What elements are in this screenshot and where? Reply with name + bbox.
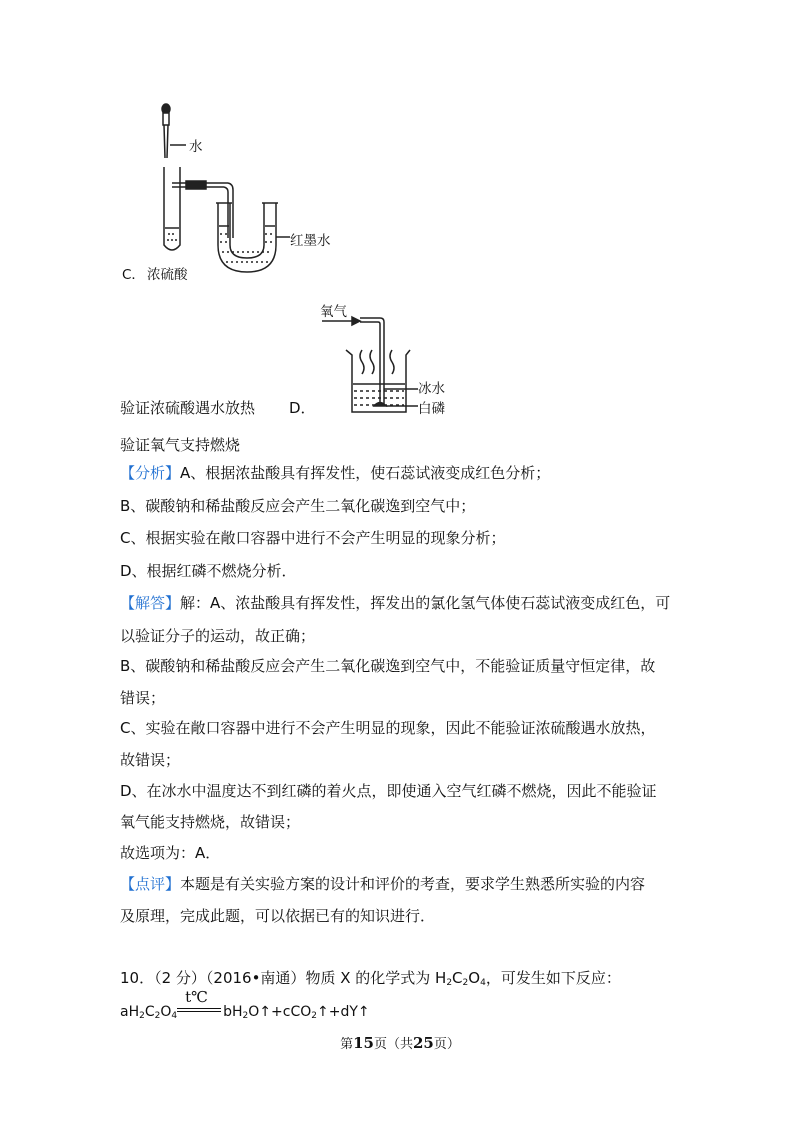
analysis-line-4: D、根据红磷不燃烧分析．	[120, 562, 297, 580]
analysis-line-1	[120, 463, 550, 483]
solution-line-4: 错误；	[120, 689, 166, 707]
solution-line-9: 故选项为：A．	[120, 844, 221, 862]
solution-tag: 【解答】	[120, 594, 181, 612]
solution-line-8: 氧气能支持燃烧，故错误；	[120, 813, 301, 831]
caption-c: 验证浓硫酸遇水放热	[120, 399, 256, 417]
label-oxygen: 氧气	[320, 304, 347, 320]
eq-products: $bH_2O↑+cCO_2↑+dY↑$	[223, 1004, 370, 1021]
reaction-equation	[120, 988, 370, 1025]
eq-condition: t℃	[185, 988, 208, 1006]
beaker-icon	[322, 317, 418, 412]
solution-line-3: B、碳酸钠和稀盐酸反应会产生二氧化碳逸到空气中，不能验证质量守恒定律，故	[120, 657, 656, 675]
label-white-phosphorus: 白磷	[418, 401, 445, 417]
eq-reactant: $aH_2C_2O_4$	[120, 1004, 178, 1021]
comment-tag: 【点评】	[120, 875, 181, 893]
option-d-label: D．	[289, 399, 316, 417]
question-source: （2016•南通）	[205, 969, 306, 987]
solution-line-2: 以验证分子的运动，故正确；	[120, 627, 316, 645]
option-c-label: C．	[122, 267, 145, 283]
question-score: （2 分）	[154, 969, 206, 987]
solution-line-7: D、在冰水中温度达不到红磷的着火点，即使通入空气红磷不燃烧，因此不能验证	[120, 782, 657, 800]
page-total: 25	[413, 1034, 434, 1052]
eq-arrow	[177, 988, 223, 1021]
analysis-line-2: B、碳酸钠和稀盐酸反应会产生二氧化碳逸到空气中；	[120, 497, 476, 515]
solution-line-1	[120, 593, 670, 613]
label-red-ink: 红墨水	[290, 233, 331, 249]
analysis-tag: 【分析】	[120, 464, 181, 482]
caption-d: 验证氧气支持燃烧	[120, 436, 241, 454]
label-conc-acid: 浓硫酸	[147, 267, 188, 283]
question-10-stem: 10．（2 分）（2016•南通）物质 X 的化学式为 $H_2C_2O_4$，可发生如下反应：	[120, 969, 621, 988]
comment-text: 本题是有关实验方案的设计和评价的考查，要求学生熟悉所实验的内容	[180, 875, 646, 893]
page-number: 15	[353, 1034, 374, 1052]
question-number: 10．	[120, 969, 155, 987]
solution-line-6: 故错误；	[120, 751, 181, 769]
analysis-text: A、根据浓盐酸具有挥发性，使石蕊试液变成红色分析；	[180, 464, 551, 482]
question-stem-post: ，可发生如下反应：	[485, 969, 621, 987]
comment-line-2: 及原理，完成此题，可以依据已有的知识进行．	[120, 907, 436, 925]
solution-line-5: C、实验在敞口容器中进行不会产生明显的现象，因此不能验证浓硫酸遇水放热，	[120, 719, 656, 737]
solution-text: 解：A、浓盐酸具有挥发性，挥发出的氯化氢气体使石蕊试液变成红色，可	[180, 594, 671, 612]
page-footer: 第15页（共25页）	[340, 1034, 460, 1052]
comment-line-1	[120, 874, 645, 894]
analysis-line-3: C、根据实验在敞口容器中进行不会产生明显的现象分析；	[120, 529, 506, 547]
label-ice-water: 冰水	[418, 381, 445, 397]
question-stem-pre: 物质 X 的化学式为 H	[305, 969, 447, 987]
label-water: 水	[189, 139, 203, 155]
